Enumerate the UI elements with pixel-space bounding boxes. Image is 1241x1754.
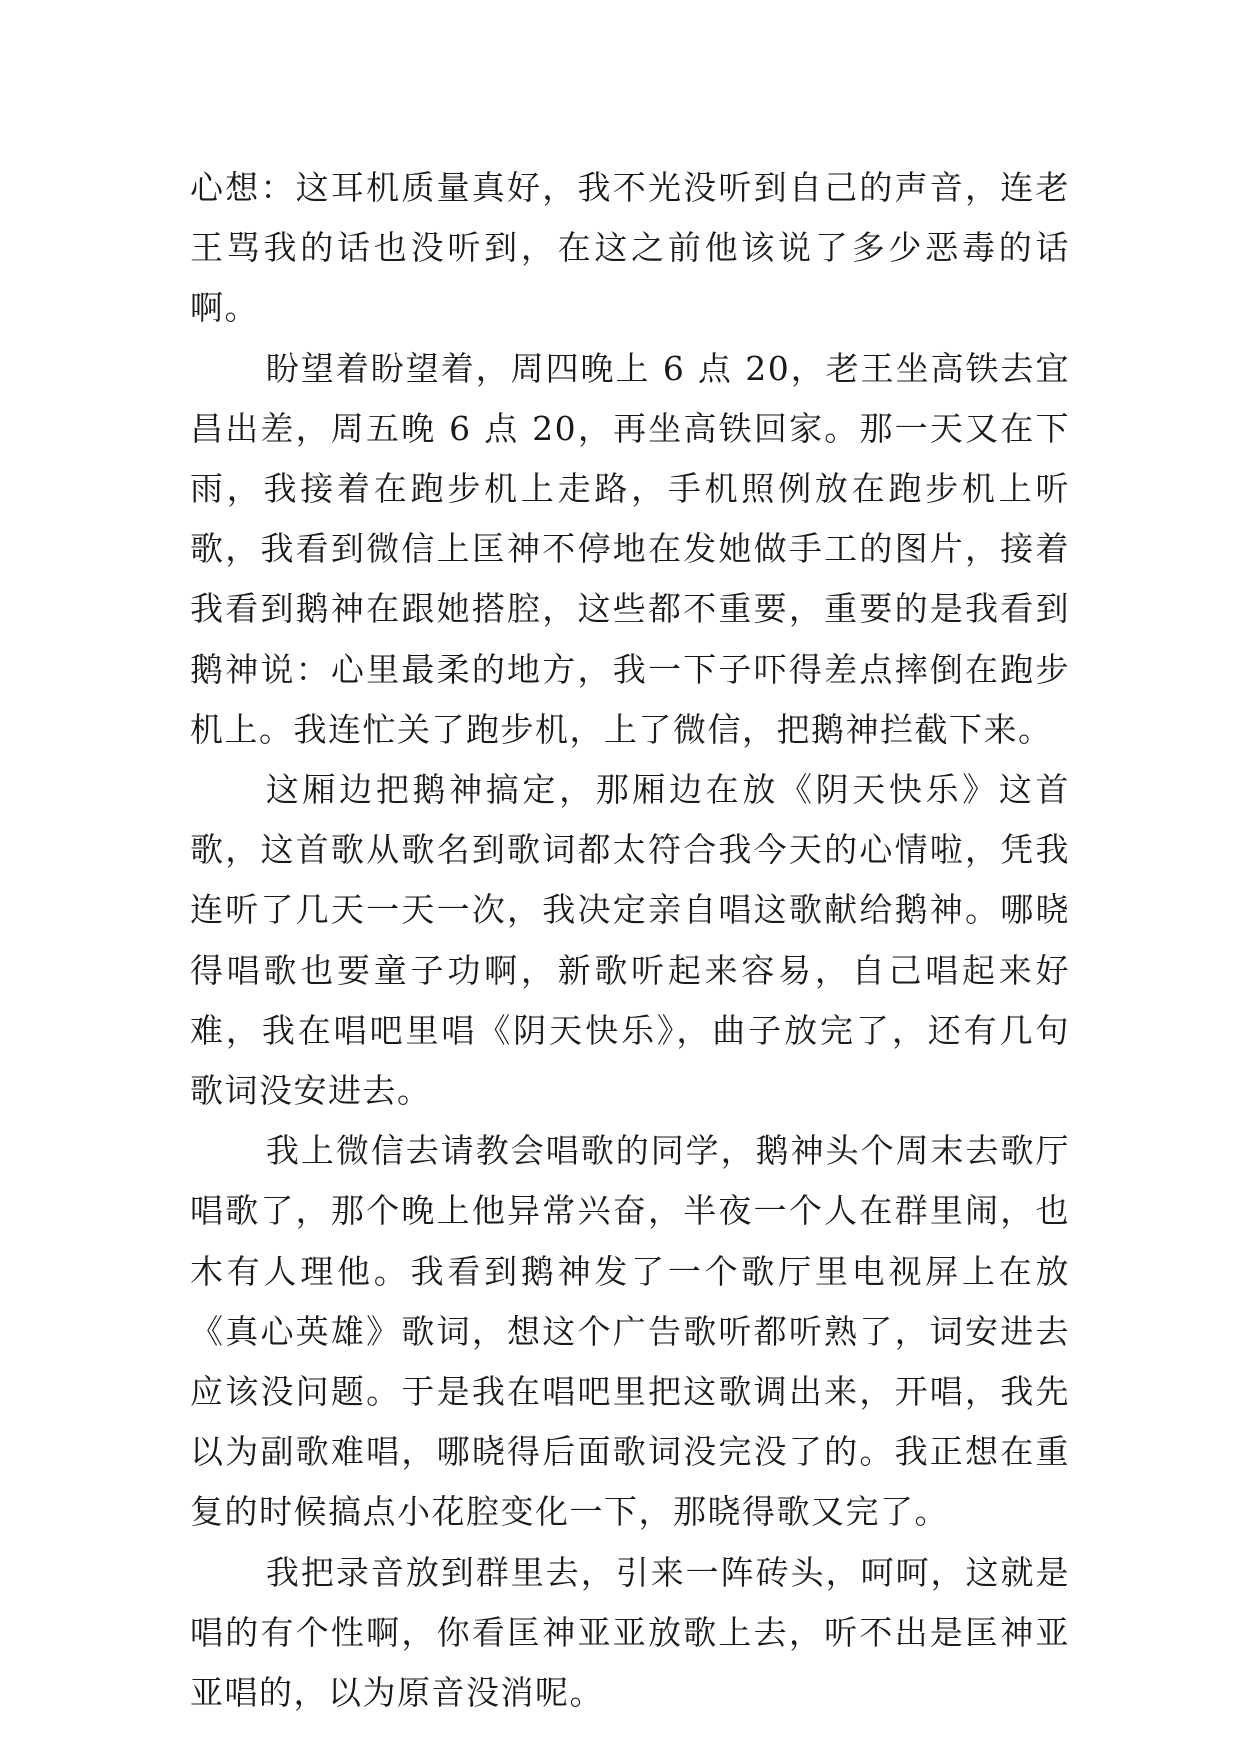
paragraph-2: 盼望着盼望着，周四晚上 6 点 20，老王坐高铁去宜昌出差，周五晚 6 点 20，再坐高铁回家。那一天又在下雨，我接着在跑步机上走路，手机照例放在跑步机上听歌，我看到微信上匡神不停地在发她做手工的图片，接着我看到鹅神在跟她搭腔，这些都不重要，重要的是我看到鹅神说：心里最柔的地方，我一下子吓得差点摔倒在跑步机上。我连忙关了跑步机，上了微信，把鹅神拦截下来。 [190, 348, 1070, 749]
paragraph-1: 心想：这耳机质量真好，我不光没听到自己的声音，连老王骂我的话也没听到，在这之前他该说了多少恶毒的话啊。 [190, 168, 1070, 328]
paragraph-4: 我上微信去请教会唱歌的同学，鹅神头个周末去歌厅唱歌了，那个晚上他异常兴奋，半夜一个人在群里闹，也木有人理他。我看到鹅神发了一个歌厅里电视屏上在放《真心英雄》歌词，想这个广告歌听都听熟了，词安进去应该没问题。于是我在唱吧里把这歌调出来，开唱，我先以为副歌难唱，哪晓得后面歌词没完没了的。我正想在重复的时候搞点小花腔变化一下，那晓得歌又完了。 [190, 1131, 1070, 1532]
document-body [190, 158, 1070, 1723]
paragraph-3: 这厢边把鹅神搞定，那厢边在放《阴天快乐》这首歌，这首歌从歌名到歌词都太符合我今天的心情啦，凭我连听了几天一天一次，我决定亲自唱这歌献给鹅神。哪晓得唱歌也要童子功啊，新歌听起来容易，自己唱起来好难，我在唱吧里唱《阴天快乐》，曲子放完了，还有几句歌词没安进去。 [190, 770, 1070, 1111]
paragraph-5: 我把录音放到群里去，引来一阵砖头，呵呵，这就是唱的有个性啊，你看匡神亚亚放歌上去，听不出是匡神亚亚唱的，以为原音没消呢。 [190, 1552, 1070, 1713]
